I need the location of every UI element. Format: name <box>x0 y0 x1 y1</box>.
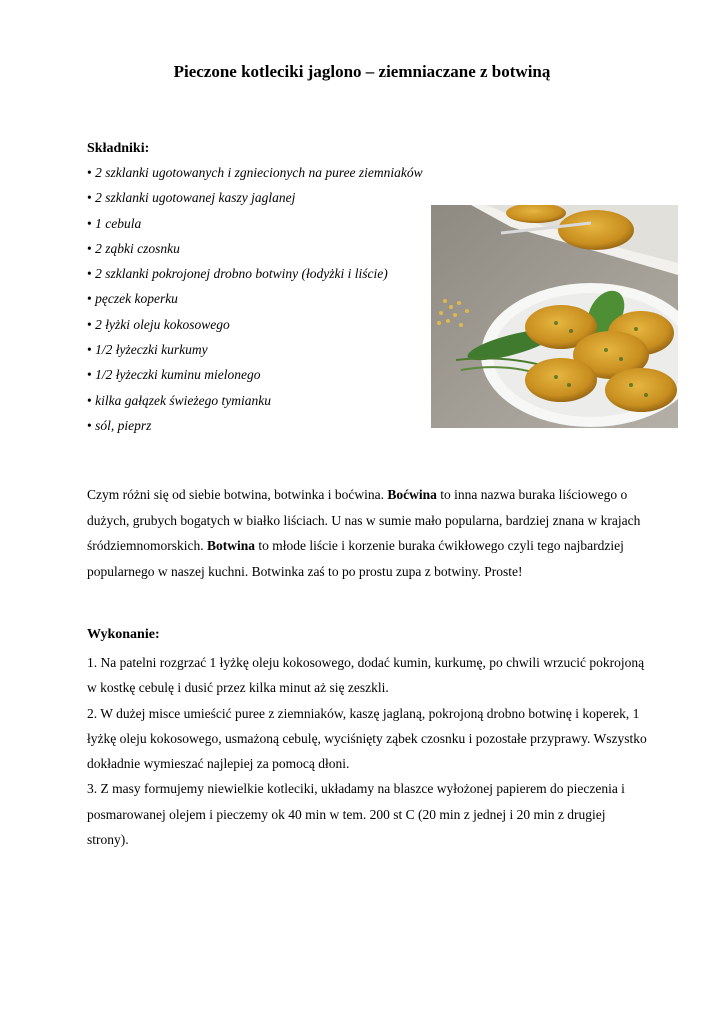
method-step: 3. Z masy formujemy niewielkie kotleciki, układamy na blaszce wyłożonej papierem do pieczenia i posmarowanej olejem i pieczemy ok 40 min w tem. 200 st C (20 min z jednej i 20 min z drugiej strony). <box>87 781 625 848</box>
ingredient-item: • 2 ząbki czosnku <box>87 238 423 263</box>
method-step: 2. W dużej misce umieścić puree z ziemniaków, kaszę jaglaną, pokrojoną drobno botwinę i koperek, 1 łyżkę oleju kokosowego, usmażoną cebulę, wyciśnięty ząbek czosnku i pozostałe przyprawy. Wszystko dokładnie wymieszać najlepiej za pomocą dłoni. <box>87 705 647 772</box>
ingredient-item: • 2 łyżki oleju kokosowego <box>87 314 423 339</box>
page-title: Pieczone kotleciki jaglono – ziemniaczane z botwiną <box>173 62 551 81</box>
method-steps <box>87 650 647 852</box>
intro-paragraph <box>87 482 647 584</box>
ingredients-list <box>87 162 423 440</box>
intro-bold-term: Boćwina <box>387 487 437 502</box>
method-heading: Wykonanie: <box>87 627 160 642</box>
intro-bold-term: Botwina <box>206 538 255 554</box>
intro-text: Czym różni się od siebie botwina, botwinka i boćwina. <box>87 487 388 502</box>
intro-text: to inna nazwa buraka liściowego o dużych, grubych bogatych w białko liściach. U nas w sumie mało popularna, bardziej znana w krajach śródziemnomorskich. <box>87 487 641 554</box>
ingredient-item: • 1/2 łyżeczki kurkumy <box>87 339 423 364</box>
recipe-photo <box>431 205 678 428</box>
ingredients-heading: Składniki: <box>87 141 150 156</box>
method-step: 1. Na patelni rozgrzać 1 łyżkę oleju kokosowego, dodać kumin, kurkumę, po chwili wrzucić pokrojoną w kostkę cebulę i dusić przez kilka minut aż się zeszkli. <box>87 655 645 696</box>
ingredient-item: • 1 cebula <box>87 213 423 238</box>
intro-text: to młode liście i korzenie buraka ćwikłowego czyli tego najbardziej popularnego w naszej kuchni. Botwinka zaś to po prostu zupa z botwiny. Proste! <box>87 538 624 579</box>
ingredient-item: • pęczek koperku <box>87 288 423 313</box>
ingredient-item: • 1/2 łyżeczki kuminu mielonego <box>87 364 423 389</box>
ingredient-item: • 2 szklanki ugotowanych i zgniecionych na puree ziemniaków <box>87 162 423 187</box>
ingredient-item: • 2 szklanki ugotowanej kaszy jaglanej <box>87 187 423 212</box>
ingredient-item: • sól, pieprz <box>87 415 423 440</box>
ingredient-item: • 2 szklanki pokrojonej drobno botwiny (łodyżki i liście) <box>87 263 423 288</box>
ingredient-item: • kilka gałązek świeżego tymianku <box>87 390 423 415</box>
